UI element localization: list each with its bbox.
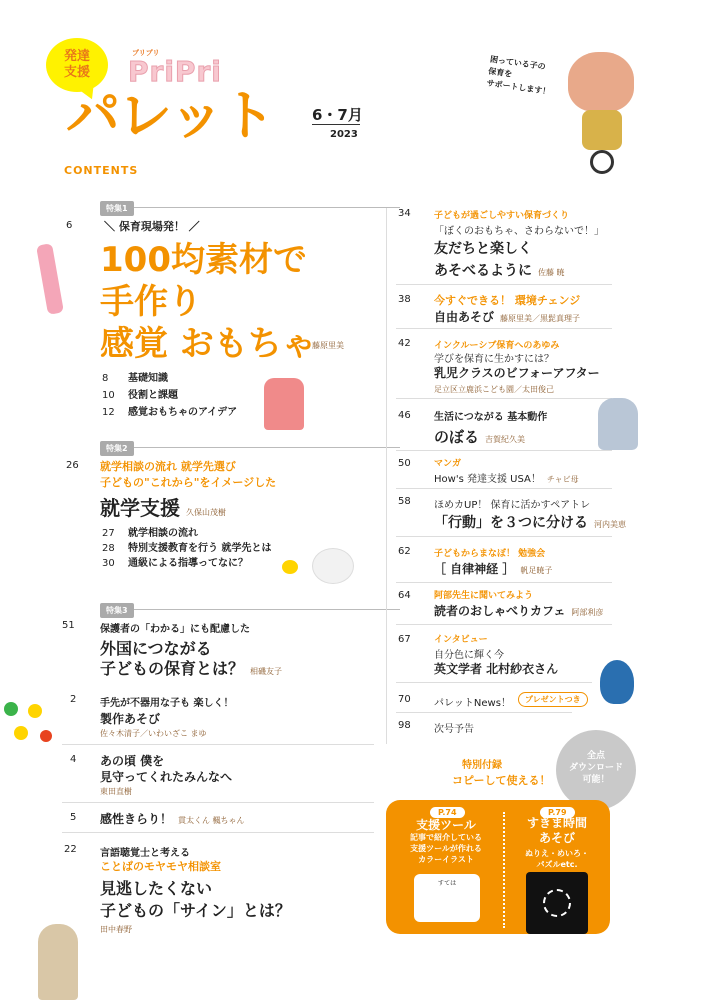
furoku-right-image [526,872,588,934]
r34-category: 子どもが過ごしやすい保育づくり [434,211,570,221]
r98-page: 98 [398,720,411,731]
entry4-page: 4 [70,754,77,765]
furoku-left-tag: P.74 [430,800,465,819]
r64-title: 読者のおしゃべりカフェ 阿部利彦 [434,604,604,618]
furoku-line1: 特別付録 [462,760,502,771]
r62-category: 子どもからまなぼ！ 勉強会 [434,549,546,559]
feature1-item: 12 感覚おもちゃのアイデア [102,407,238,418]
pripri-kana: プリプリ [132,49,160,57]
feature3-tag-row [100,598,400,615]
r64-category: 阿部先生に聞いてみよう [434,591,534,601]
r38-page: 38 [398,294,411,305]
feature1-items [102,370,237,421]
divider [396,398,612,399]
entry2-title: 製作あそび [100,712,161,726]
feature3-page: 51 [62,620,75,631]
r42-page: 42 [398,338,411,349]
r64-page: 64 [398,590,411,601]
chicken-illustration [312,548,354,584]
r42-author: 足立区立鹿浜こども園／太田俊己 [434,385,554,394]
divider [396,582,612,583]
r42-title: 乳児クラスのビフォーアフター [434,366,600,380]
r46-page: 46 [398,410,411,421]
boy-photo [38,924,78,1000]
divider [396,536,612,537]
feature1-title-1: 100均素材で [100,240,307,280]
r34-page: 34 [398,208,411,219]
girl-illustration [264,378,304,430]
feature1-tag-row [100,196,400,213]
r50-title: How's 発達支援 USA！ チャビ母 [434,474,579,485]
pripri-logo: PriPri [128,55,222,88]
pig-mascot-body [582,110,622,150]
feature3-title-1: 外国につながる [100,639,212,658]
column-divider [386,208,387,744]
r42-category: インクルーシブ保育へのあゆみ [434,341,560,351]
download-cloud: 全点 ダウンロード 可能！ [556,730,636,810]
feature1-title-3: 感覚 おもちゃ [100,324,316,364]
feature2-page: 26 [66,460,79,471]
contents-label: CONTENTS [64,164,139,177]
crawling-child-photo [598,398,638,450]
entry22-title-1: 見逃したくない [100,879,213,898]
r46-title: のぼる 吉賀紀久美 [434,428,526,446]
entry22-author: 田中春野 [100,925,132,934]
r64-author: 阿部利彦 [571,608,604,617]
feature2-item: 28 特別支援教育を行う 就学先とは [102,543,272,554]
entry22-page: 22 [64,844,77,855]
feature2-tag-row [100,436,400,453]
entry22-title-2: 子どもの「サイン」とは？ [100,901,291,920]
r70-title: パレットNews！ [434,698,511,709]
issue-year: 2023 [330,129,358,140]
present-badge: プレゼントつき [518,692,588,707]
feature2-lead-1: 就学相談の流れ 就学先選び [100,460,236,473]
r46-author: 吉賀紀久美 [485,435,526,444]
r67-lead: 自分色に輝く今 [434,650,504,661]
r62-page: 62 [398,546,411,557]
entry5-page: 5 [70,812,77,823]
r58-author: 河内美恵 [594,520,626,529]
magazine-title: パレット [66,84,274,147]
r34-author: 佐藤 暁 [538,268,565,277]
entry5-author: 貫太くん 楓ちゃん [178,816,245,825]
r62-author: 帆足暁子 [520,566,553,575]
feature1-item: 8 基礎知識 [102,373,168,384]
feature2-author: 久保山茂樹 [186,508,226,517]
bubble-text: 発達 支援 [63,49,90,80]
entry22-lead-2: ことばのモヤモヤ相談室 [100,860,221,873]
entry5-title: 感性きらり！ 貫太くん 楓ちゃん [100,812,245,826]
divider [396,284,612,285]
r70-page: 70 [398,694,411,705]
divider [62,802,374,803]
feature3-lead: 保護者の「わかる」にも配慮した [100,624,250,635]
feature2-items [102,526,271,571]
pig-mascot-head [568,52,634,112]
furoku-line2: コピーして使える！ [452,774,551,787]
r34-title-1: 友だちと楽しく [434,241,532,257]
furoku-right-tag: P.79 [540,800,575,819]
feature3-author: 相磯友子 [250,667,283,676]
divider [396,712,572,713]
r50-author: チャビ母 [546,475,579,484]
furoku-left-desc: 記事で紹介している 支援ツールが作れる カラーイラスト [410,833,482,864]
feature2-title: 就学支援 久保山茂樹 [100,496,226,520]
r58-page: 58 [398,496,411,507]
r38-category: 今すぐできる！ 環境チェンジ [434,294,581,307]
entry2-page: 2 [70,694,77,705]
r42-lead: 学びを保育に生かすには？ [434,354,554,365]
entry22-lead-1: 言語聴覚士と考える [100,848,190,859]
r67-page: 67 [398,634,411,645]
furoku-left-image [414,874,480,922]
feature2-lead-2: 子どもの"これから"をイメージした [100,476,277,489]
issue-months: 6・7月 [312,106,363,124]
r34-lead: 「ぼくのおもちゃ、さわらないで！」 [434,226,604,237]
r67-title: 英文学者 北村紗衣さん [434,662,559,676]
toy-bottle-image [36,243,64,315]
r46-lead: 生活につながる 基本動作 [434,412,548,423]
entry4-author: 東田直樹 [100,787,132,796]
entry2-lead: 手先が不器用な子も 楽しく！ [100,698,234,709]
divider [396,624,612,625]
r38-author: 藤原里美／黒髭真理子 [500,314,581,323]
divider [396,488,612,489]
feature2-item: 30 通級による指導ってなに？ [102,558,248,569]
divider [396,450,612,451]
r58-lead: ほめカUP！ 保育に活かすペアトレ [434,500,591,511]
feature1-author: 藤原里美 [312,341,344,350]
feature2-tag: 特集2 [100,441,134,456]
divider [62,832,374,833]
mascot-speech: 困っている子の 保育を サポートします！ [486,54,551,97]
furoku-left-image-label: すては [437,880,457,887]
feature1-title-2: 手作り [100,282,202,322]
smiley-buttons-image [0,702,50,748]
r38-title: 自由あそび 藤原里美／黒髭真理子 [434,310,581,324]
feature3-tag: 特集3 [100,603,134,618]
feature1-tag: 特集1 [100,201,134,216]
r50-page: 50 [398,458,411,469]
penguin-illustration [600,660,634,704]
issue-divider [312,124,360,125]
feature1-lead: ＼ 保育現場発！ ／ [104,220,200,233]
furoku-divider [503,812,505,928]
feature2-item: 27 就学相談の流れ [102,528,198,539]
divider [62,744,374,745]
furoku-right-title: すきま時間 あそび [526,816,587,845]
feature1-item: 10 役割と課題 [102,390,178,401]
entry2-author: 佐々木清子／いわいざこ まゆ [100,729,207,738]
r58-title: 「行動」を３つに分ける 河内美恵 [434,515,626,531]
chick-illustration [282,560,298,574]
entry4-title-1: あの頃 僕を [100,754,165,768]
furoku-left-title: 支援ツール [416,818,476,832]
divider [396,328,612,329]
r62-title: ［ 自律神経 ］ 帆足暁子 [434,562,553,576]
r67-category: インタビュー [434,635,488,645]
divider [396,682,592,683]
feature3-title-2: 子どもの保育とは？ 相磯友子 [100,659,283,678]
unicycle-wheel-icon [590,150,614,174]
r98-title: 次号予告 [434,724,474,735]
r50-category: マンガ [434,459,462,469]
feature1-page: 6 [66,220,73,231]
furoku-right-desc: ぬりえ・めいろ・ パズルetc. [525,849,589,869]
entry4-title-2: 見守ってくれたみんなへ [100,770,233,784]
r34-title-2: あそべるように 佐藤 暁 [434,263,565,279]
